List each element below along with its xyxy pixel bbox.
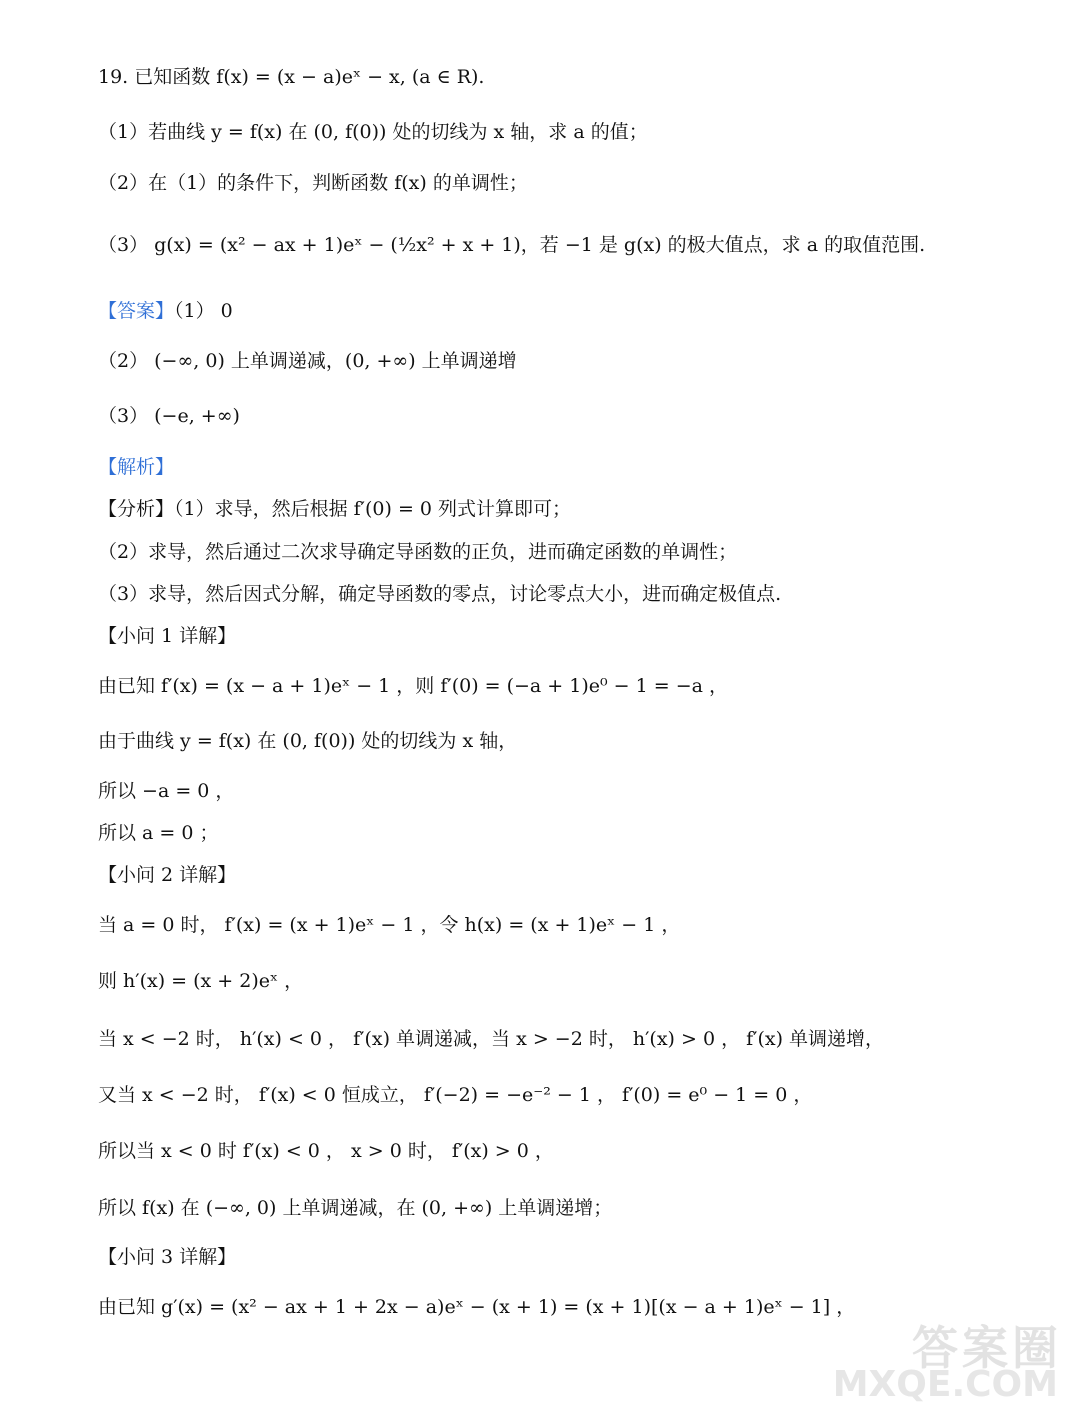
q2-line-3: 当 x < −2 时， h′(x) < 0 ， f′(x) 单调递减，当 x > −2 时， h′(x) > 0 ， f′(x) 单调递增， (98, 1028, 885, 1050)
q1-line-4: 所以 a = 0 ； (98, 822, 219, 844)
q3-line-1: 由已知 g′(x) = (x² − ax + 1 + 2x − a)eˣ − (x + 1) = (x + 1)[(x − a + 1)eˣ − 1] ， (98, 1296, 856, 1318)
answer-1: （1） 0 (174, 300, 233, 322)
answer-label: 【答案】 (98, 300, 175, 322)
analysis-intro-label: 【分析】 (98, 498, 175, 520)
q2-title: 【小问 2 详解】 (98, 864, 237, 886)
q2-line-4: 又当 x < −2 时， f′(x) < 0 恒成立， f′(−2) = −e⁻² − 1 ， f′(0) = e⁰ − 1 = 0 ， (98, 1084, 813, 1106)
q3-title: 【小问 3 详解】 (98, 1246, 237, 1268)
watermark-url: MXQE.COM (832, 1364, 1058, 1405)
analysis-intro-2: （2）求导，然后通过二次求导确定导函数的正负，进而确定函数的单调性； (98, 541, 738, 563)
q2-line-2: 则 h′(x) = (x + 2)eˣ ， (98, 970, 304, 992)
question-stem: 19. 已知函数 f(x) = (x − a)eˣ − x, (a ∈ R). (98, 66, 485, 88)
watermark-logo-text: 答案圈 (912, 1321, 1062, 1375)
q1-line-1: 由已知 f′(x) = (x − a + 1)eˣ − 1 ，则 f′(0) = (−a + 1)e⁰ − 1 = −a ， (98, 675, 728, 697)
q1-title: 【小问 1 详解】 (98, 625, 237, 647)
question-part-3: （3） g(x) = (x² − ax + 1)eˣ − (½x² + x + 1)，若 −1 是 g(x) 的极大值点，求 a 的取值范围. (98, 234, 926, 256)
analysis-intro-1: （1）求导，然后根据 f′(0) = 0 列式计算即可； (174, 498, 572, 520)
question-part-2: （2）在（1）的条件下，判断函数 f(x) 的单调性； (98, 172, 528, 194)
q1-line-3: 所以 −a = 0 ， (98, 780, 235, 802)
q2-line-5: 所以当 x < 0 时 f′(x) < 0 ， x > 0 时， f′(x) > 0 ， (98, 1140, 554, 1162)
analysis-label: 【解析】 (98, 456, 175, 478)
answer-3: （3） (−e, +∞) (98, 405, 240, 427)
q2-line-6: 所以 f(x) 在 (−∞, 0) 上单调递减，在 (0, +∞) 上单调递增； (98, 1197, 613, 1219)
q1-line-2: 由于曲线 y = f(x) 在 (0, f(0)) 处的切线为 x 轴， (98, 730, 518, 752)
q2-line-1: 当 a = 0 时， f′(x) = (x + 1)eˣ − 1 ，令 h(x) = (x + 1)eˣ − 1 ， (98, 914, 681, 936)
question-part-1: （1）若曲线 y = f(x) 在 (0, f(0)) 处的切线为 x 轴，求 a 的值； (98, 121, 648, 143)
answer-2: （2） (−∞, 0) 上单调递减，(0, +∞) 上单调递增 (98, 350, 517, 372)
answer-line-1 (98, 296, 1040, 326)
analysis-intro-line-1 (98, 494, 1040, 524)
analysis-intro-3: （3）求导，然后因式分解，确定导函数的零点，讨论零点大小，进而确定极值点. (98, 583, 782, 605)
